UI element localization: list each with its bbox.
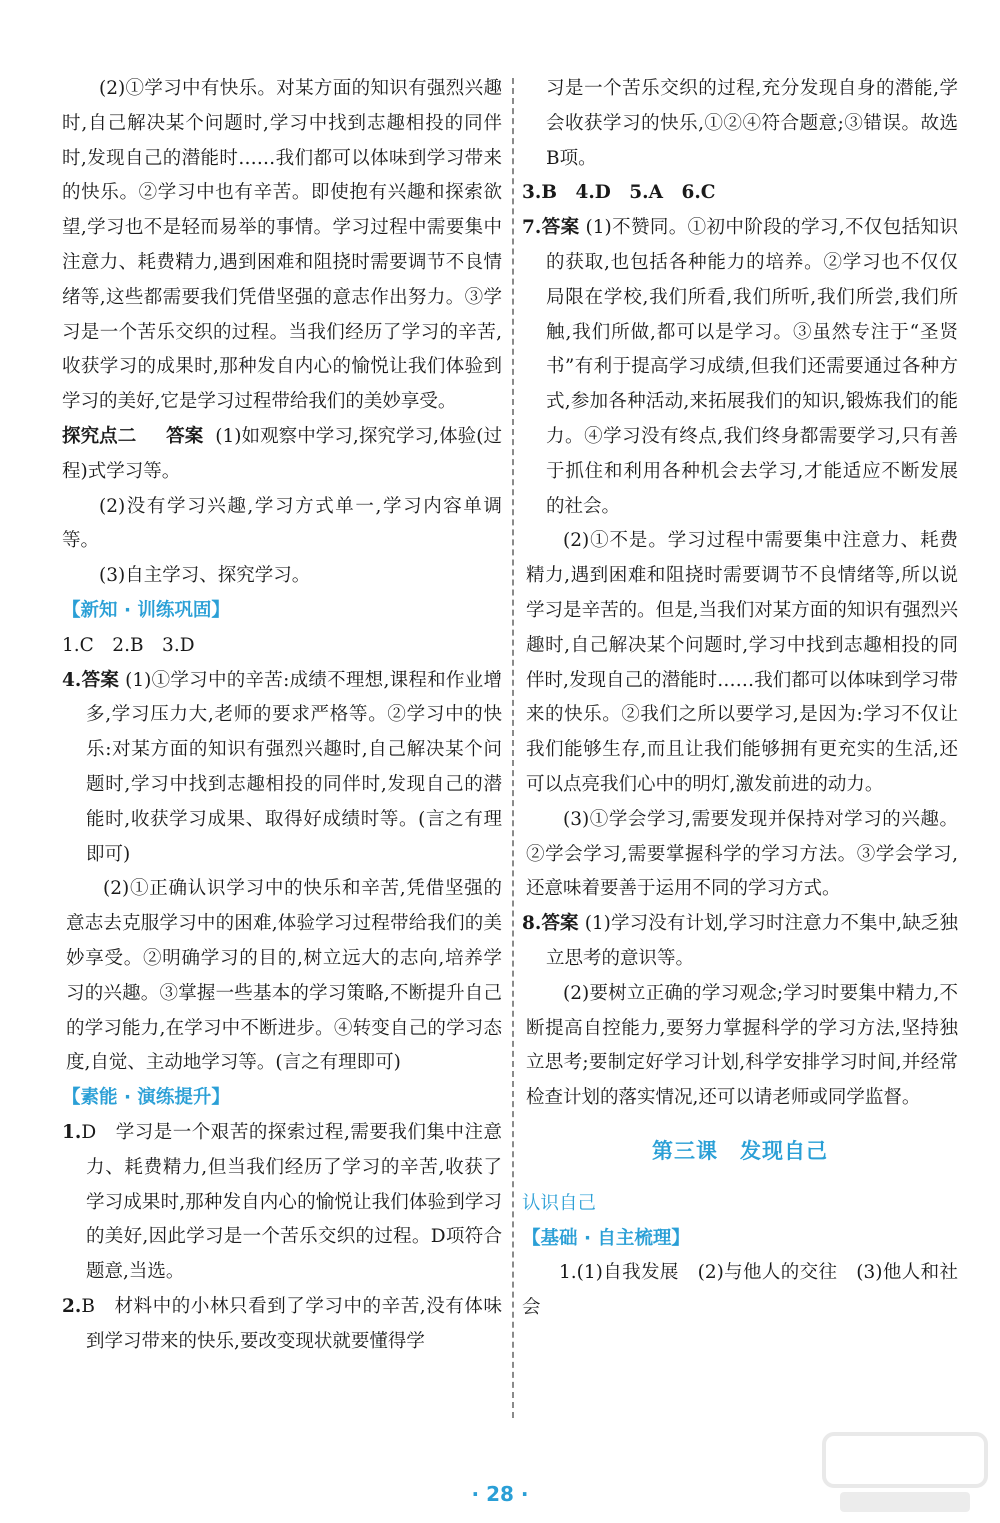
explore-point-2 [62, 420, 502, 490]
answers-3-6 [522, 176, 958, 211]
column-divider [512, 78, 514, 1418]
question-4-text-1: (1)①学习中的辛苦:成绩不理想,课程和作业增多,学习压力大,老师的要求严格等。②学习中的快乐:对某方面的知识有强烈兴趣时,自己解决某个问题时,学习中找到志趣相投的同伴时,发现自己的潜能时,收获学习成果、取得好成绩时等。(言之有理即可) [86, 669, 502, 865]
answers-3-6-text: 3.B 4.D 5.A 6.C [522, 182, 716, 204]
question-4-part-1 [62, 664, 502, 873]
watermark-logo-icon [820, 1428, 990, 1518]
question-7-part-3: (3)①学会学习,需要发现并保持对学习的兴趣。②学会学习,需要掌握科学的学习方法。③学会学习,还意味着要善于运用不同的学习方式。 [526, 808, 958, 900]
suneng-question-1 [62, 1116, 502, 1290]
jichu-item-1: 1.(1)自我发展 (2)与他人的交往 (3)他人和社会 [522, 1262, 958, 1319]
answers-1-3 [62, 629, 502, 664]
question-8-text-1: (1)学习没有计划,学习时注意力不集中,缺乏独立思考的意识等。 [546, 913, 958, 969]
explore-answer-2: (2)没有学习兴趣,学习方式单一,学习内容单调等。 [62, 495, 502, 552]
question-7-part-2: (2)①不是。学习过程中需要集中注意力、耗费精力,遇到困难和阻挠时需要调节不良情绪等,所以说学习是辛苦的。但是,当我们对某方面的知识有强烈兴趣时,自己解决某个问题时,学习中找到志趣相投的同伴时,发现自己的潜能时……我们都可以体味到学习带来的快乐。②我们之所以要学习,是因为:学习不仅让我们能够生存,而且让我们能够拥有更充实的生活,还可以点亮我们心中的明灯,激发前进的动力。 [526, 530, 958, 795]
answer-label: 答案 [541, 217, 580, 239]
section-tag-xinzhi: 【新知 · 训练巩固】 [62, 599, 230, 621]
question-8-part-1 [522, 907, 958, 977]
question-7-number: 7. [522, 217, 542, 239]
explore-answer-1: (1)如观察中学习,探究学习,体验(过程)式学习等。 [62, 425, 502, 482]
explore-label: 探究点二 [62, 425, 137, 447]
suneng-2-number: 2. [62, 1295, 82, 1317]
right-column [522, 72, 958, 1326]
question-4-number: 4. [62, 669, 82, 691]
right-continuation: 习是一个苦乐交织的过程,充分发现自身的潜能,学会收获学习的快乐,①②④符合题意;③错误。故选B项。 [546, 78, 958, 169]
question-8-number: 8. [522, 913, 542, 935]
answer-label: 答案 [541, 913, 579, 935]
question-4-part-2: (2)①正确认识学习中的快乐和辛苦,凭借坚强的意志去克服学习中的困难,体验学习过程带给我们的美妙享受。②明确学习的目的,树立远大的志向,培养学习的兴趣。③掌握一些基本的学习策略,不断提升自己的学习能力,在学习中不断进步。④转变自己的学习态度,自觉、主动地学习等。(言之有理即可) [66, 878, 502, 1074]
explore-answer-3: (3)自主学习、探究学习。 [99, 565, 311, 587]
suneng-2-text: B 材料中的小林只看到了学习中的辛苦,没有体味到学习带来的快乐,要改变现状就要懂得学 [81, 1295, 502, 1352]
subsection-heading: 认识自己 [522, 1192, 597, 1214]
suneng-question-2 [62, 1290, 502, 1360]
suneng-1-text: D 学习是一个艰苦的探索过程,需要我们集中注意力、耗费精力,但当我们经历了学习的辛苦,收获了学习成果时,那种发自内心的愉悦让我们体验到学习的美好,因此学习是一个苦乐交织的过程。D项符合题意,当选。 [81, 1121, 502, 1283]
question-7-part-1 [522, 211, 958, 524]
answer-label: 答案 [81, 669, 120, 691]
left-paragraph-1: (2)①学习中有快乐。对某方面的知识有强烈兴趣时,自己解决某个问题时,学习中找到志趣相投的同伴时,发现自己的潜能时……我们都可以体味到学习带来的快乐。②学习中也有辛苦。即使抱有兴趣和探索欲望,学习也不是轻而易举的事情。学习过程中需要集中注意力、耗费精力,遇到困难和阻挠时需要调节不良情绪等,这些都需要我们凭借坚强的意志作出努力。③学习是一个苦乐交织的过程。当我们经历了学习的辛苦,收获学习的成果时,那种发自内心的愉悦让我们体验到学习的美好,它是学习过程带给我们的美妙享受。 [62, 78, 502, 413]
lesson-title: 第三课 发现自己 [652, 1138, 828, 1163]
answers-1-3-text: 1.C 2.B 3.D [62, 634, 195, 656]
section-tag-jichu: 【基础 · 自主梳理】 [522, 1227, 690, 1249]
left-column [62, 72, 502, 1359]
section-tag-suneng: 【素能 · 演练提升】 [62, 1087, 230, 1109]
page-number: · 28 · [471, 1482, 529, 1506]
question-7-text-1: (1)不赞同。①初中阶段的学习,不仅包括知识的获取,也包括各种能力的培养。②学习也不仅仅局限在学校,我们所看,我们所听,我们所尝,我们所触,我们所做,都可以是学习。③虽然专注于“圣贤书”有利于提高学习成绩,但我们还需要通过各种方式,参加各种活动,来拓展我们的知识,锻炼我们的能力。④学习没有终点,我们终身都需要学习,只有善于抓住和利用各种机会去学习,才能适应不断发展的社会。 [546, 217, 958, 517]
answer-label: 答案 [166, 425, 204, 447]
question-8-part-2: (2)要树立正确的学习观念;学习时要集中精力,不断提高自控能力,要努力掌握科学的学习方法,坚持独立思考;要制定好学习计划,科学安排学习时间,并经常检查计划的落实情况,还可以请老师或同学监督。 [526, 982, 958, 1109]
suneng-1-number: 1. [62, 1121, 82, 1143]
